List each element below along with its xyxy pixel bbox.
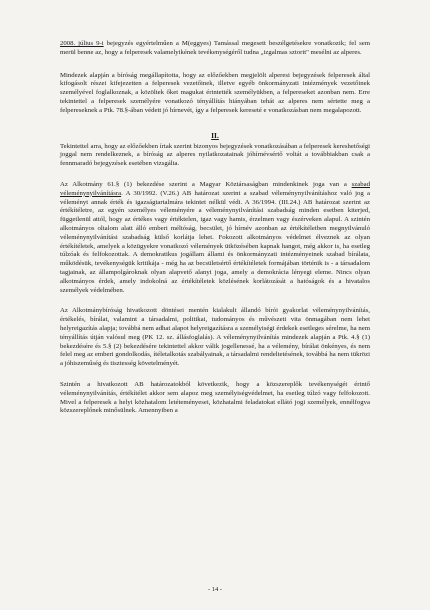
paragraph-6: Szintén a hivatkozott AB határozatokból következik, hogy a közszereplők tevékenységét érintő véleménynyilvánítás, értékítélet akkor sem alapoz meg személyiségvédelmet, ha esetleg túlzó vagy felfokozott. Mivel a felperesek a helyi közhatalom letéteményesei, közhatalmi feladatokat ellátó jogi személyek, ennélfogva közszereplőnek minősülnek. Amennyiben a (60, 380, 370, 415)
paragraph-1-text: bejegyzés egyértelműen a M(eggyes) Tamással megesett beszélgetésekre vonatkozik; fel sem merül benne az, hogy a felperesek valamelyikének tevékenységéről tudna „izgalmas sztorit" mesélni az alperes. (60, 40, 370, 56)
underlined-term: szabad véleménynyilvánításra (60, 180, 370, 197)
paragraph-4-rest: . A 30/1992. (V.26.) AB határozat szerint a szabad véleménynyilvánításhoz való jog a véleményt annak érték és igazságtartalmára tekintet nélkül védi. A 36/1994. (III.24.) AB határozat szerint az értékítéletre, az egyén személyes véleményére a véleménynyilvánítási szabadság minden esetben kiterjed, függetlenül attól, hogy az értékes vagy értéktelen, igaz vagy hamis, érzelmen vagy észérveken alapul. A szintén alkotmányos oltalom alatt álló emberi méltóság, becsület, jó hírnév azonban az értékítéletben megnyilvánuló véleménynyilvánítási szabadság külső korlátja lehet. Fokozott alkotmányos védelmet élveznek az olyan értékítéletek, amelyek a közügyekre vonatkozó vélemények ütközésében kapnak hangot, még akkor is, ha esetleg túlzóak és felfokozottak. A demokratikus jogállam állami és önkormányzati intézményeinek szabad bírálata, működésük, tevékenységük kritikája - még ha az becsületsértő értékítéletek formájában történik is - a társadalom tagjainak, az állampolgároknak olyan alapvető alanyi joga, amely a demokrácia lényegi eleme. Nincs olyan alkotmányos érdek, amely indokolná az értékítéletek közlésének korlátozását a hatóságok és a hivatalos személyek védelmében. (60, 189, 370, 294)
paragraph-4 (60, 181, 370, 295)
paragraph-3: Tekintettel arra, hogy az előzőekben írtak szerint bizonyos bejegyzések vonatkozásában a felperesek kereshetőségi joggal nem rendelkeznek, a bíróság az alperes nyilatkozatainak jóhírnévsértő voltát a továbbiakban csak a fennmaradó bejegyzések esetében vizsgálta. (60, 142, 370, 168)
paragraph-2: Mindezek alapján a bíróság megállapította, hogy az előzőekben megjelölt alperesi bejegyzések felperesek által kifogásolt részei kifejezetten a felperesek vezetőinek, illetve egyéb önkormányzati intézmények vezetőinek személyével foglalkoznak, a közöltek őket magukat érintették személyükben, a felpereseket azonban nem. Erre tekintettel a felperesek személyére vonatkozó tényállítás hiányában tehát az alperes nem sértette meg a felpereseknek a Ptk. 78.§-ában védett jó hírnevét, így a felperesek kereseté e vonatkozásban nem megalapozott. (60, 71, 370, 114)
paragraph-1 (60, 40, 370, 58)
page-number: - 14 - (207, 586, 223, 593)
paragraph-4-start: Az Alkotmány 61.§ (1) bekezdése szerint a Magyar Köztársaságban mindenkinek joga van a (60, 180, 352, 188)
section-heading: II. (211, 130, 219, 140)
paragraph-5: Az Alkotmánybíróság hivatkozott döntései mentén kialakult állandó bírói gyakorlat véleménynyilvánítás, értékelés, bírálat, valamint a társadalmi, politikai, tudományos és művészeti vita önmagában nem lehet helyreigazítás alapja; továbbá nem adhat alapot helyreigazításra a személyiségi érdekek esetleges sérelme, ha nem tényállítás útján valósul meg (PK 12. sz. állásfoglalás). A véleménynyilvánítás mindezek alapján a Ptk. 4.§ (1) bekezdésére és 5.§ (2) bekezdésére tekintettel akkor válik jogellenessé, ha a vélemény, bírálat önkényes, és nem felel meg az emberi gondolkodás, ítéletalkotás szabályainak, a társadalmi rendeltetésének, továbbá ha nem tükrözi a jóhiszeműség és tisztesség követelményét. (60, 307, 370, 368)
date-reference: 2008. július 9-i (60, 40, 104, 47)
